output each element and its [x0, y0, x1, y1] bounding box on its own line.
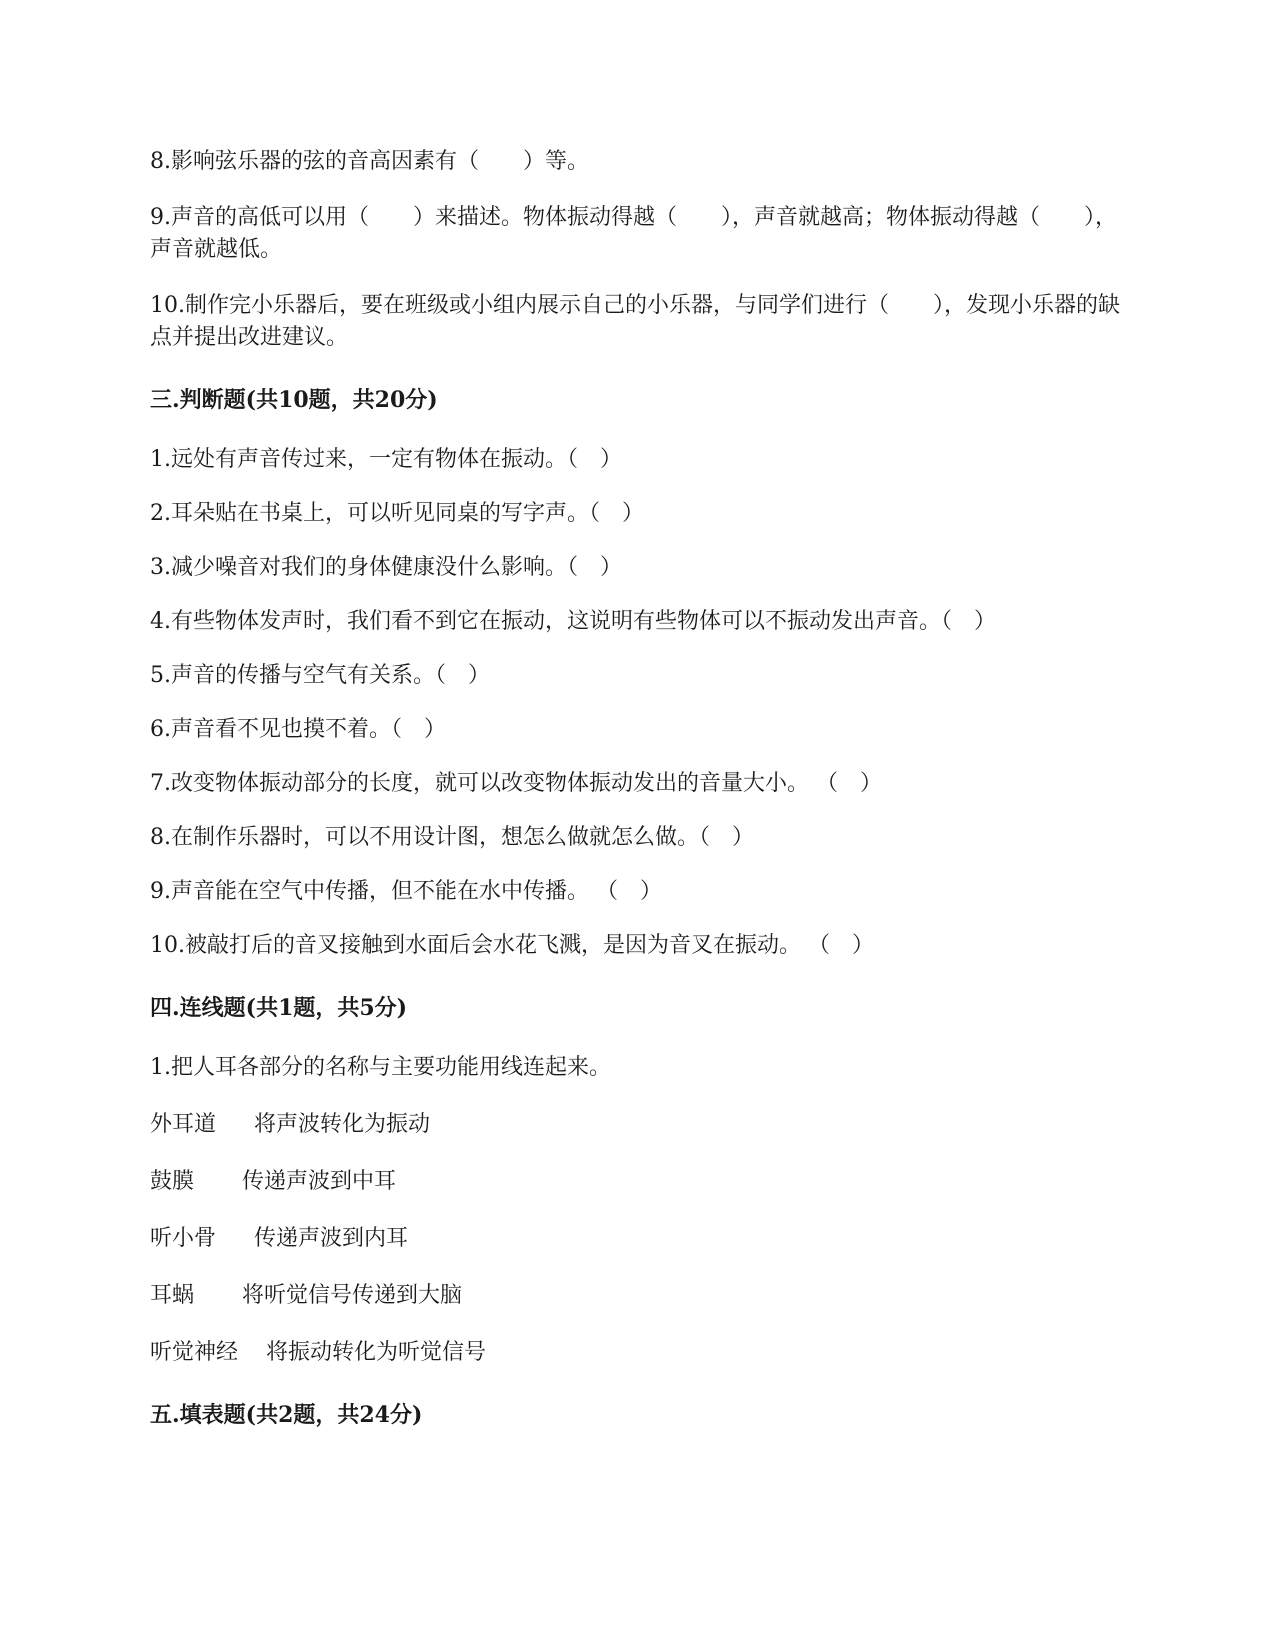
true-false-question-2: 2.耳朵贴在书桌上，可以听见同桌的写字声。（ ）	[150, 501, 644, 526]
true-false-question-5: 5.声音的传播与空气有关系。（ ）	[150, 663, 490, 688]
fill-blank-question-8: 8.影响弦乐器的弦的音高因素有（ ）等。	[150, 149, 589, 174]
matching-row	[150, 1109, 1125, 1141]
true-false-question-6: 6.声音看不见也摸不着。（ ）	[150, 717, 446, 742]
fill-blank-question-9: 9.声音的高低可以用（ ）来描述。物体振动得越（ ），声音就越高；物体振动得越（ ），声音就越低。	[150, 205, 1117, 262]
matching-function: 将声波转化为振动	[254, 1112, 431, 1137]
section-heading-fill-table: 五.填表题(共2题，共24分)	[150, 1402, 423, 1428]
true-false-question-8: 8.在制作乐器时，可以不用设计图，想怎么做就怎么做。（ ）	[150, 825, 754, 850]
matching-term: 听小骨	[150, 1226, 217, 1251]
matching-function: 将振动转化为听觉信号	[266, 1340, 487, 1365]
matching-function: 将听觉信号传递到大脑	[242, 1283, 463, 1308]
matching-row	[150, 1337, 1125, 1369]
matching-term: 耳蜗	[150, 1283, 195, 1308]
matching-row	[150, 1280, 1125, 1312]
true-false-question-3: 3.减少噪音对我们的身体健康没什么影响。（ ）	[150, 555, 622, 580]
matching-term: 外耳道	[150, 1112, 217, 1137]
exam-page	[150, 146, 1125, 1459]
fill-blank-question-10: 10.制作完小乐器后，要在班级或小组内展示自己的小乐器，与同学们进行（ ），发现小乐器的缺点并提出改进建议。	[150, 293, 1120, 350]
matching-question-1: 1.把人耳各部分的名称与主要功能用线连起来。	[150, 1055, 611, 1080]
true-false-question-4: 4.有些物体发声时，我们看不到它在振动，这说明有些物体可以不振动发出声音。（ ）	[150, 609, 996, 634]
true-false-question-9: 9.声音能在空气中传播，但不能在水中传播。 （ ）	[150, 879, 662, 904]
matching-term: 听觉神经	[150, 1340, 239, 1365]
matching-function: 传递声波到中耳	[242, 1169, 397, 1194]
true-false-question-7: 7.改变物体振动部分的长度，就可以改变物体振动发出的音量大小。 （ ）	[150, 771, 882, 796]
true-false-question-10: 10.被敲打后的音叉接触到水面后会水花飞溅，是因为音叉在振动。 （ ）	[150, 933, 874, 958]
matching-row	[150, 1223, 1125, 1255]
matching-term: 鼓膜	[150, 1169, 195, 1194]
matching-row	[150, 1166, 1125, 1198]
true-false-question-1: 1.远处有声音传过来，一定有物体在振动。（ ）	[150, 447, 622, 472]
section-heading-matching: 四.连线题(共1题，共5分)	[150, 995, 408, 1021]
section-heading-true-false: 三.判断题(共10题，共20分)	[150, 387, 438, 413]
matching-function: 传递声波到内耳	[254, 1226, 409, 1251]
